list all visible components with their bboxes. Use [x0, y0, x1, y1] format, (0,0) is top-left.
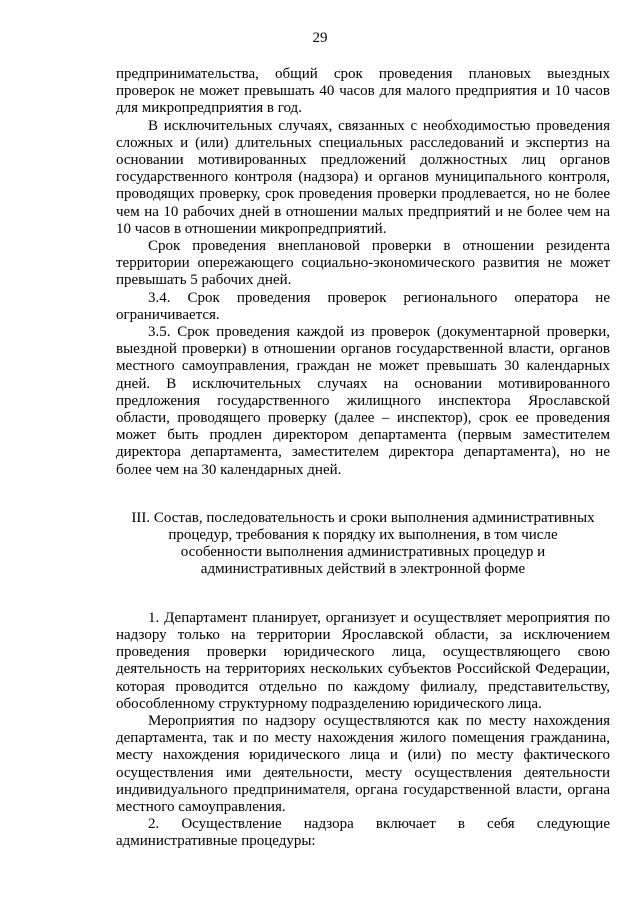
paragraph-continuation: предпринимательства, общий срок проведения плановых выездных проверок не может превышать 40 часов для малого предприятия и 10 часов для микропредприятия в год. — [116, 66, 610, 117]
paragraph-3-5: 3.5. Срок проведения каждой из проверок (документарной проверки, выездной проверки) в отношении органов государственной власти, органов местного самоуправления, граждан не может превышать 30 календарных дней. В исключительных случаях на основании мотивированного предложения государственного жилищного инспектора Ярославской области, проводящего проверку (далее – инспектор), срок ее проведения может быть продлен директором департамента (первым заместителем директора департамента, заместителем директора департамента), но не более чем на 30 календарных дней. — [116, 324, 610, 478]
paragraph-2: 2. Осуществление надзора включает в себя следующие административные процедуры: — [116, 816, 610, 850]
paragraph-1: 1. Департамент планирует, организует и осуществляет мероприятия по надзору только на территории Ярославской области, за исключением проведения проверки юридического лица, осуществляющего свою деятельность на территориях нескольких субъектов Российской Федерации, которая проводится отдельно по каждому филиалу, представительству, обособленному структурному подразделению юридического лица. — [116, 609, 610, 712]
section-heading: III. Состав, последовательность и сроки выполнения административных процедур, требования к порядку их выполнения, в том числе особенности выполнения административных процедур и административных действий в электронной форме — [131, 509, 595, 578]
paragraph-unscheduled-inspection: Срок проведения внеплановой проверки в отношении резидента территории опережающего социально-экономического развития не может превышать 5 рабочих дней. — [116, 238, 610, 289]
paragraph-supervision-locations: Мероприятия по надзору осуществляются как по месту нахождения департамента, так и по месту нахождения жилого помещения гражданина, месту нахождения юридического лица и (или) по месту фактического осуществления ими деятельности, месту осуществления деятельности индивидуального предпринимателя, органа государственной власти, органа местного самоуправления. — [116, 712, 610, 815]
paragraph-exceptional-cases: В исключительных случаях, связанных с необходимостью проведения сложных и (или) длительных специальных расследований и экспертиз на основании мотивированных предложений должностных лиц органов государственного контроля (надзора) и органов муниципального контроля, проводящих проверку, срок проведения проверки продлевается, но не более чем на 10 рабочих дней в отношении малых предприятий и не более чем на 10 часов в отношении микропредприятий. — [116, 117, 610, 237]
page-number: 29 — [312, 30, 328, 46]
paragraph-3-4: 3.4. Срок проведения проверок регионального оператора не ограничивается. — [116, 289, 610, 323]
document-body — [116, 66, 610, 851]
